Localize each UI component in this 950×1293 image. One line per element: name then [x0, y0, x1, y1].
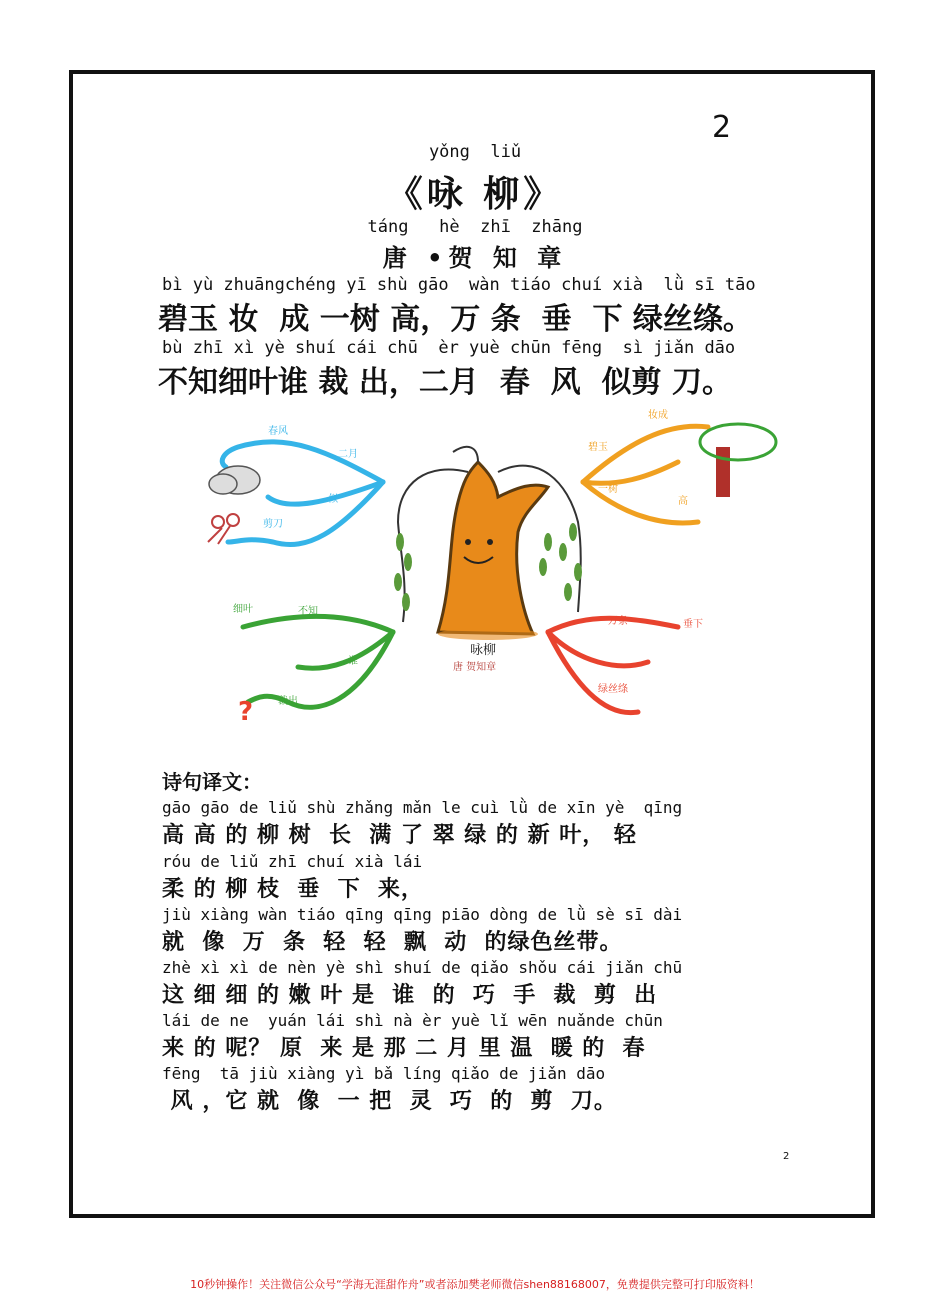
translation-line-5-pinyin: lái de ne yuán lái shì nà èr yuè lǐ wēn nuǎnde chūn [162, 1011, 663, 1030]
translation-line-1: 高 高 的 柳 树 长 满 了 翠 绿 的 新 叶， 轻 [162, 823, 637, 848]
translation-line-6-pinyin: fēng tā jiù xiàng yì bǎ líng qiǎo de jiǎn dāo [162, 1064, 606, 1083]
translation-line-1-pinyin: gāo gāo de liǔ shù zhǎng mǎn le cuì lǜ de xīn yè qīng [162, 798, 683, 817]
translation-line-5: 来 的 呢？ 原 来 是 那 二 月 里 温 暖 的 春 [162, 1036, 646, 1061]
question-mark-icon: ? [238, 697, 254, 727]
svg-text:高: 高 [678, 496, 688, 507]
poem-author: 唐 •贺 知 章 [382, 244, 568, 272]
svg-text:似: 似 [328, 494, 338, 505]
svg-text:细叶: 细叶 [233, 604, 253, 615]
translation-heading: 诗句译文： [162, 770, 262, 794]
verse-2: 不知细叶谁 裁 出，二月 春 风 似剪 刀。 [158, 365, 732, 400]
translation-line-4: 这 细 细 的 嫩 叶 是 谁 的 巧 手 裁 剪 出 [162, 983, 658, 1008]
svg-text:剪刀: 剪刀 [263, 519, 283, 530]
page-number-top: 2 [712, 110, 732, 145]
svg-text:妆成: 妆成 [648, 410, 668, 421]
svg-text:一树: 一树 [598, 484, 618, 495]
svg-text:碧玉: 碧玉 [588, 442, 608, 453]
red-branch [548, 618, 678, 712]
translation-line-2-pinyin: róu de liǔ zhī chuí xià lái [162, 852, 423, 871]
svg-text:绿丝绦: 绿丝绦 [598, 684, 628, 695]
svg-text:二月: 二月 [338, 449, 358, 460]
svg-text:万条: 万条 [608, 616, 628, 627]
svg-text:不知: 不知 [298, 606, 318, 617]
author-pinyin: táng hè zhī zhāng [367, 217, 583, 237]
mindmap-illustration [178, 402, 786, 744]
title-pinyin: yǒng liǔ [428, 142, 522, 162]
cloud-icon [209, 466, 260, 494]
footer-notice: 10秒钟操作！关注微信公众号“学海无涯甜作舟”或者添加樊老师微信shen88168007，免费提供完整可打印版资料！ [190, 1278, 760, 1291]
svg-text:裁出: 裁出 [278, 696, 298, 707]
translation-line-4-pinyin: zhè xì xì de nèn yè shì shuí de qiǎo shǒu cái jiǎn chū [162, 958, 683, 977]
svg-text:谁: 谁 [348, 656, 358, 667]
translation-line-2: 柔 的 柳 枝 垂 下 来， [162, 877, 424, 902]
svg-text:春风: 春风 [268, 426, 288, 437]
small-tree-icon [700, 424, 776, 497]
verse-2-pinyin: bù zhī xì yè shuí cái chū èr yuè chūn fēng sì jiǎn dāo [162, 338, 736, 358]
mindmap-center-title: 咏柳 [470, 643, 497, 658]
svg-text:垂下: 垂下 [683, 619, 703, 630]
verse-1-pinyin: bì yù zhuāngchéng yī shù gāo wàn tiáo chuí xià lǜ sī tāo [162, 275, 756, 295]
green-branch [243, 616, 393, 707]
orange-branch [583, 426, 708, 523]
willow-tree [394, 447, 582, 640]
translation-line-3-pinyin: jiù xiàng wàn tiáo qīng qīng piāo dòng de lǜ sè sī dài [162, 905, 683, 924]
verse-1: 碧玉 妆 成 一树 高，万 条 垂 下 绿丝绦。 [158, 302, 753, 337]
page-number-bottom: 2 [783, 1151, 790, 1162]
mindmap-center-author: 唐 贺知章 [453, 662, 497, 673]
poem-title: 《咏 柳》 [386, 174, 564, 215]
translation-line-3: 就 像 万 条 轻 轻 飘 动 的绿色丝带。 [162, 930, 623, 955]
translation-line-6: 风 ，它 就 像 一 把 灵 巧 的 剪 刀。 [162, 1089, 617, 1114]
